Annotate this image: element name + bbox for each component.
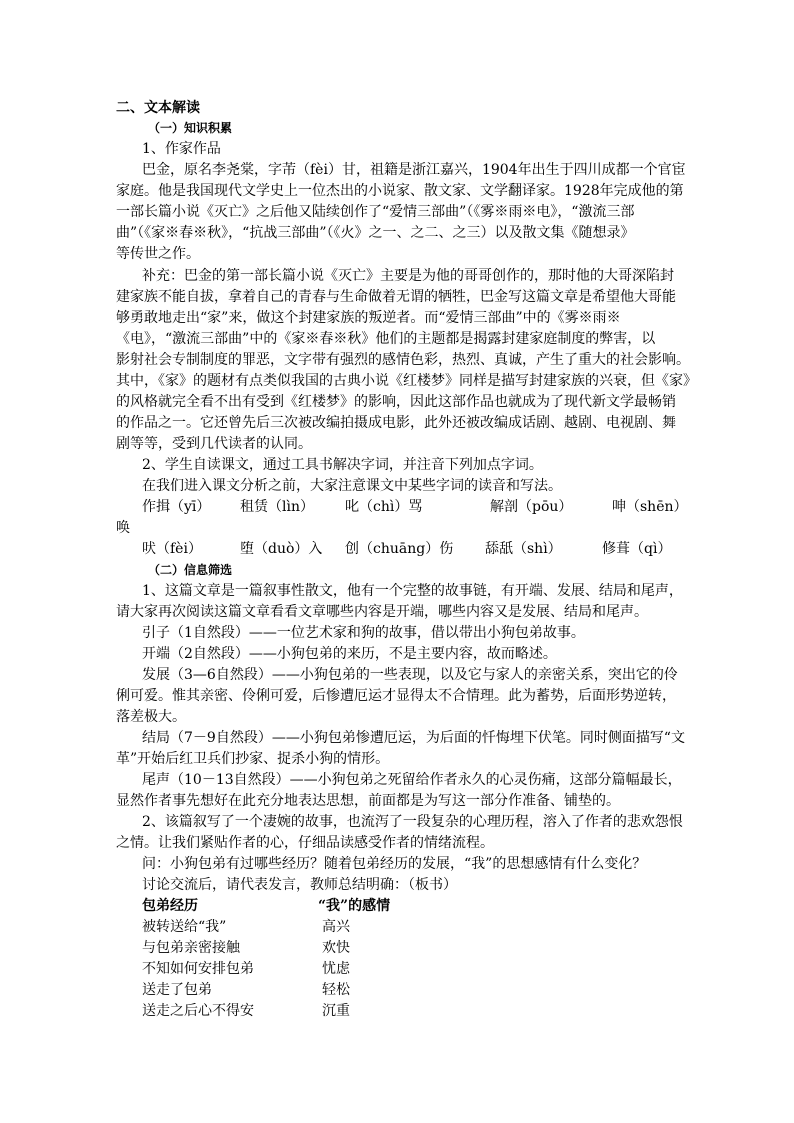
structure-intro-line: 请大家再次阅读这篇文章看看文章哪些内容是开端，哪些内容又是发展、结局和尾声。 (116, 604, 648, 620)
question: 问：小狗包弟有过哪些经历？随着包弟经历的发展，“我”的思想感情有什么变化？ (142, 856, 647, 872)
table-cell-feeling: 欢快 (322, 940, 350, 956)
table-cell-feeling: 忧虑 (322, 961, 350, 977)
word-item: 堕（duò）入 (240, 541, 323, 557)
table-cell-experience: 不知如何安排包弟 (142, 961, 254, 977)
subheading-info-filter: （二）信息筛选 (148, 563, 233, 577)
structure-weisheng-line: 显然作者事先想好在此充分地表达思想，前面都是为写这一部分作准备、铺垫的。 (116, 793, 620, 809)
bio-line: 一部长篇小说《灭亡》之后他又陆续创作了“爱情三部曲”（《雾※雨※电》，“激流三部 (116, 204, 635, 220)
structure-jieju-line: 革”开始后红卫兵们抄家、捉杀小狗的情形。 (116, 751, 390, 767)
supplement-line: 《电》，“激流三部曲”中的《家※春※秋》他们的主题都是揭露封建家庭制度的弊害，以 (116, 331, 656, 347)
word-item-wrap: 唤 (116, 520, 130, 536)
table-cell-feeling: 高兴 (322, 919, 350, 935)
table-cell-experience: 送走之后心不得安 (142, 1003, 254, 1019)
table-cell-feeling: 轻松 (322, 982, 350, 998)
subheading-knowledge: （一）知识积累 (148, 121, 233, 135)
word-item: 解剖（pōu） (490, 499, 573, 515)
table-header-experience: 包弟经历 (142, 898, 198, 914)
supplement-line: 其中，《家》的题材有点类似我国的古典小说《红楼梦》同样是描写封建家族的兴衰，但《家》 (116, 373, 697, 389)
structure-fazhan-line: 俐可爱。惟其亲密、伶俐可爱，后惨遭厄运才显得太不合情理。此为蓄势，后面形势逆转， (116, 688, 676, 704)
supplement-line: 补充：巴金的第一部长篇小说《灭亡》主要是为他的哥哥创作的，那时他的大哥深陷封 (142, 268, 674, 284)
structure-jieju-line: 结局（7－9自然段）——小狗包弟惨遭厄运，为后面的忏悔埋下伏笔。同时侧面描写“文 (142, 730, 685, 746)
word-item: 作揖（yī） (142, 499, 211, 515)
word-item: 舔舐（shì） (485, 541, 562, 557)
structure-kaiduan: 开端（2自然段）——小狗包弟的来历，不是主要内容，故而略述。 (142, 646, 557, 662)
supplement-line: 的风格就完全看不出有受到《红楼梦》的影响，因此这部作品也就成为了现代新文学最畅销 (116, 394, 676, 410)
structure-yinzi: 引子（1自然段）——一位艺术家和狗的故事，借以带出小狗包弟故事。 (142, 625, 585, 641)
item-self-reading: 2、学生自读课文，通过工具书解决字词，并注音下列加点字词。 (142, 457, 543, 473)
word-item: 吠（fèi） (142, 541, 202, 557)
bio-line: 巴金，原名李尧棠，字芾（fèi）甘，祖籍是浙江嘉兴，1904年出生于四川成都一个官宦 (142, 162, 686, 178)
section-title: 二、文本解读 (116, 100, 200, 116)
discussion-note: 讨论交流后，请代表发言，教师总结明确：（板书） (142, 877, 457, 893)
structure-intro-line: 1、这篇文章是一篇叙事性散文，他有一个完整的故事链，有开端、发展、结局和尾声， (142, 583, 683, 599)
table-cell-experience: 被转送给“我” (142, 919, 227, 935)
item-author-works: 1、作家作品 (142, 141, 221, 157)
table-cell-experience: 送走了包弟 (142, 982, 212, 998)
table-header-feeling: “我”的感情 (318, 898, 391, 914)
supplement-line: 影射社会专制制度的罪恶，文字带有强烈的感情色彩，热烈、真诚，产生了重大的社会影响。 (116, 352, 690, 368)
supplement-line: 够勇敢地走出“家”来，做这个封建家族的叛逆者。而“爱情三部曲”中的《雾※雨※ (116, 310, 621, 326)
table-cell-feeling: 沉重 (322, 1003, 350, 1019)
word-item: 租赁（lìn） (240, 499, 314, 515)
bio-line: 曲”（《家※春※秋》，“抗战三部曲”（《火》之一、之二、之三）以及散文集《随想录》 (116, 225, 635, 241)
structure-fazhan-line: 落差极大。 (116, 709, 186, 725)
emotion-intro-line: 之情。让我们紧贴作者的心，仔细品读感受作者的情绪流程。 (116, 835, 494, 851)
supplement-line: 建家族不能自拔，拿着自己的青春与生命做着无谓的牺牲，巴金写这篇文章是希望他大哥能 (116, 289, 676, 305)
bio-line: 等传世之作。 (116, 246, 200, 262)
structure-fazhan-line: 发展（3—6自然段）——小狗包弟的一些表现，以及它与家人的亲密关系，突出它的伶 (142, 667, 678, 683)
word-item: 叱（chì）骂 (345, 499, 423, 515)
supplement-line: 剧等等，受到几代读者的认同。 (116, 436, 312, 452)
supplement-line: 的作品之一。它还曾先后三次被改编拍摄成电影，此外还被改编成话剧、越剧、电视剧、舞 (116, 415, 676, 431)
emotion-intro-line: 2、该篇叙写了一个凄婉的故事，也流泻了一段复杂的心理历程，溶入了作者的悲欢怨恨 (142, 814, 683, 830)
self-reading-intro: 在我们进入课文分析之前，大家注意课文中某些字词的读音和写法。 (142, 478, 562, 494)
word-item: 呻（shēn） (612, 499, 688, 515)
bio-line: 家庭。他是我国现代文学史上一位杰出的小说家、散文家、文学翻译家。1928年完成他的第 (116, 183, 684, 199)
table-cell-experience: 与包弟亲密接触 (142, 940, 240, 956)
word-item: 修葺（qì） (602, 541, 672, 557)
word-item: 创（chuāng）伤 (345, 541, 454, 557)
structure-weisheng-line: 尾声（10－13自然段）——小狗包弟之死留给作者永久的心灵伤痛，这部分篇幅最长， (142, 772, 682, 788)
